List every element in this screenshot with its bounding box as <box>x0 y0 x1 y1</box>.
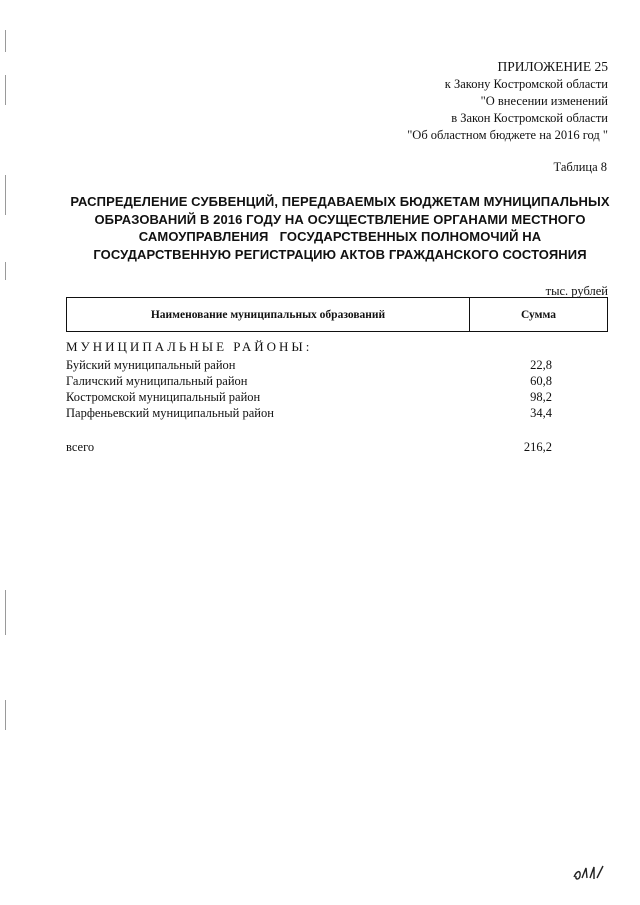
title-line: САМОУПРАВЛЕНИЯ ГОСУДАРСТВЕННЫХ ПОЛНОМОЧИЙ НА <box>138 229 542 244</box>
row-name: Костромской муниципальный район <box>66 390 261 404</box>
scan-edge-mark <box>5 175 6 215</box>
table-row <box>66 373 552 389</box>
row-value: 60,8 <box>530 374 552 388</box>
scan-edge-mark <box>5 262 6 280</box>
column-header-sum: Сумма <box>521 308 556 321</box>
row-value: 34,4 <box>530 406 552 420</box>
row-name: Галичский муниципальный район <box>66 374 248 388</box>
table-header <box>66 297 608 332</box>
annex-line: к Закону Костромской области <box>444 77 608 91</box>
annex-number: ПРИЛОЖЕНИЕ 25 <box>497 59 608 74</box>
handwritten-page-mark <box>572 862 606 882</box>
scan-edge-mark <box>5 30 6 52</box>
title-line: ГОСУДАРСТВЕННУЮ РЕГИСТРАЦИЮ АКТОВ ГРАЖДАНСКОГО СОСТОЯНИЯ <box>93 246 587 262</box>
total-row <box>66 440 552 455</box>
row-value: 98,2 <box>530 390 552 404</box>
total-label: всего <box>66 440 95 454</box>
group-heading: МУНИЦИПАЛЬНЫЕ РАЙОНЫ: <box>66 339 313 354</box>
table-row <box>66 389 552 405</box>
scan-edge-mark <box>5 590 6 635</box>
annex-line: "О внесении изменений <box>480 94 608 108</box>
row-name: Парфеньевский муниципальный район <box>66 406 274 420</box>
row-name: Буйский муниципальный район <box>66 358 236 372</box>
row-value: 22,8 <box>530 358 552 372</box>
table-body <box>66 357 552 421</box>
table-row <box>66 357 552 373</box>
table-row <box>66 405 552 421</box>
annex-block <box>407 58 608 144</box>
annex-line: "Об областном бюджете на 2016 год " <box>407 128 608 142</box>
total-value: 216,2 <box>523 440 552 454</box>
table-number: Таблица 8 <box>553 160 607 174</box>
column-header-name: Наименование муниципальных образований <box>67 298 470 331</box>
title-line: ОБРАЗОВАНИЙ В 2016 ГОДУ НА ОСУЩЕСТВЛЕНИЕ ОРГАНАМИ МЕСТНОГО <box>94 211 586 227</box>
scan-edge-mark <box>5 700 6 730</box>
title-line: РАСПРЕДЕЛЕНИЕ СУБВЕНЦИЙ, ПЕРЕДАВАЕМЫХ БЮДЖЕТАМ МУНИЦИПАЛЬНЫХ <box>70 194 610 209</box>
unit-label: тыс. рублей <box>545 284 608 298</box>
scan-edge-mark <box>5 75 6 105</box>
document-title <box>60 193 620 263</box>
annex-line: в Закон Костромской области <box>451 111 608 125</box>
